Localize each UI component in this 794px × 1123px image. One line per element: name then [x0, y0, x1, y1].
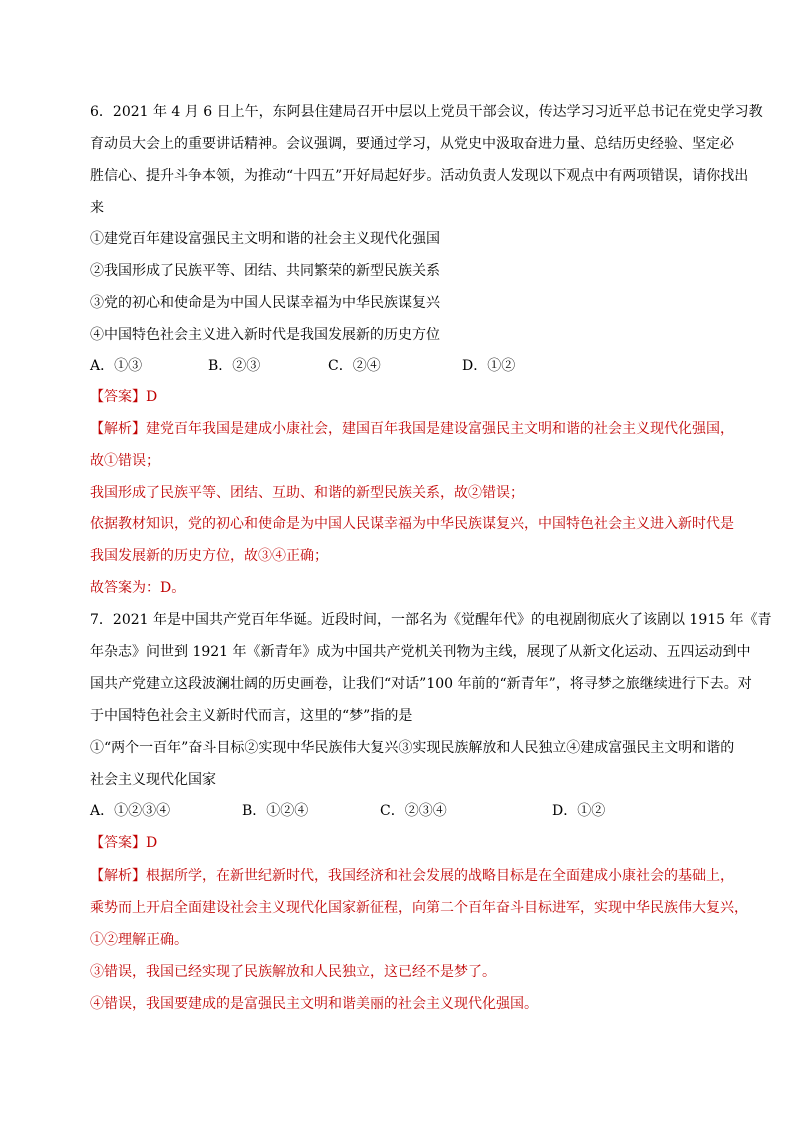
q6-analysis-line: 依据教材知识，党的初心和使命是为中国人民谋幸福为中华民族谋复兴，中国特色社会主义进入新时代是	[90, 516, 734, 532]
q7-statement-line: 社会主义现代化国家	[90, 772, 216, 788]
q6-analysis-line: 【解析】建党百年我国是建成小康社会，建国百年我国是建设富强民主文明和谐的社会主义现代化强国，	[90, 421, 734, 437]
q7-option-a: A．①②③④	[90, 803, 171, 819]
q7-analysis-line: ③错误，我国已经实现了民族解放和人民独立，这已经不是梦了。	[90, 964, 496, 980]
q6-option-d: D．①②	[462, 358, 516, 374]
q7-stem-line: 国共产党建立这段波澜壮阔的历史画卷，让我们“对话”100 年前的“新青年”，将寻梦之旅继续进行下去。对	[90, 676, 752, 692]
q6-option-c: C．②④	[328, 358, 381, 374]
q7-stem-line: 于中国特色社会主义新时代而言，这里的“梦”指的是	[90, 708, 413, 724]
q6-stem-line: 育动员大会上的重要讲话精神。会议强调，要通过学习，从党史中汲取奋进力量、总结历史经验、坚定必	[90, 136, 734, 152]
q6-analysis-line: 我国形成了民族平等、团结、互助、和谐的新型民族关系，故②错误；	[90, 485, 524, 501]
q7-analysis-line: ①②理解正确。	[90, 932, 188, 948]
q6-stem-line: 胜信心、提升斗争本领，为推动“十四五”开好局起好步。活动负责人发现以下观点中有两项错误，请你找出	[90, 168, 749, 184]
q6-statement: ①建党百年建设富强民主文明和谐的社会主义现代化强国	[90, 231, 440, 247]
q7-analysis-line: 【解析】根据所学，在新世纪新时代，我国经济和社会发展的战略目标是在全面建成小康社会的基础上，	[90, 868, 734, 884]
q6-statement: ③党的初心和使命是为中国人民谋幸福为中华民族谋复兴	[90, 295, 440, 311]
q6-analysis-line: 我国发展新的历史方位，故③④正确；	[90, 548, 328, 564]
q6-stem-line: 来	[90, 200, 104, 216]
q7-option-d: D．①②	[552, 803, 606, 819]
q7-analysis-line: 乘势而上开启全面建设社会主义现代化国家新征程，向第二个百年奋斗目标进军，实现中华民族伟大复兴，	[90, 900, 748, 916]
q7-analysis-line: ④错误，我国要建成的是富强民主文明和谐美丽的社会主义现代化强国。	[90, 996, 538, 1012]
q7-option-c: C．②③④	[380, 803, 447, 819]
q7-stem-line: 7．2021 年是中国共产党百年华诞。近段时间，一部名为《觉醒年代》的电视剧彻底火了该剧以 1915 年《青	[90, 612, 772, 628]
q7-statement-line: ①“两个一百年”奋斗目标②实现中华民族伟大复兴③实现民族解放和人民独立④建成富强民主文明和谐的	[90, 740, 735, 756]
q7-option-b: B．①②④	[242, 803, 309, 819]
q6-analysis-line: 故①错误；	[90, 453, 160, 469]
q6-option-a: A．①③	[90, 358, 143, 374]
q6-statement: ②我国形成了民族平等、团结、共同繁荣的新型民族关系	[90, 263, 440, 279]
q7-stem-line: 年杂志》问世到 1921 年《新青年》成为中国共产党机关刊物为主线，展现了从新文化运动、五四运动到中	[90, 644, 751, 660]
q7-answer: 【答案】D	[90, 835, 158, 851]
q6-statement: ④中国特色社会主义进入新时代是我国发展新的历史方位	[90, 327, 440, 343]
q6-option-b: B．②③	[208, 358, 261, 374]
q6-analysis-line: 故答案为：D。	[90, 580, 186, 596]
q6-stem-line: 6．2021 年 4 月 6 日上午，东阿县住建局召开中层以上党员干部会议，传达学习习近平总书记在党史学习教	[90, 104, 763, 120]
q6-answer: 【答案】D	[90, 389, 158, 405]
